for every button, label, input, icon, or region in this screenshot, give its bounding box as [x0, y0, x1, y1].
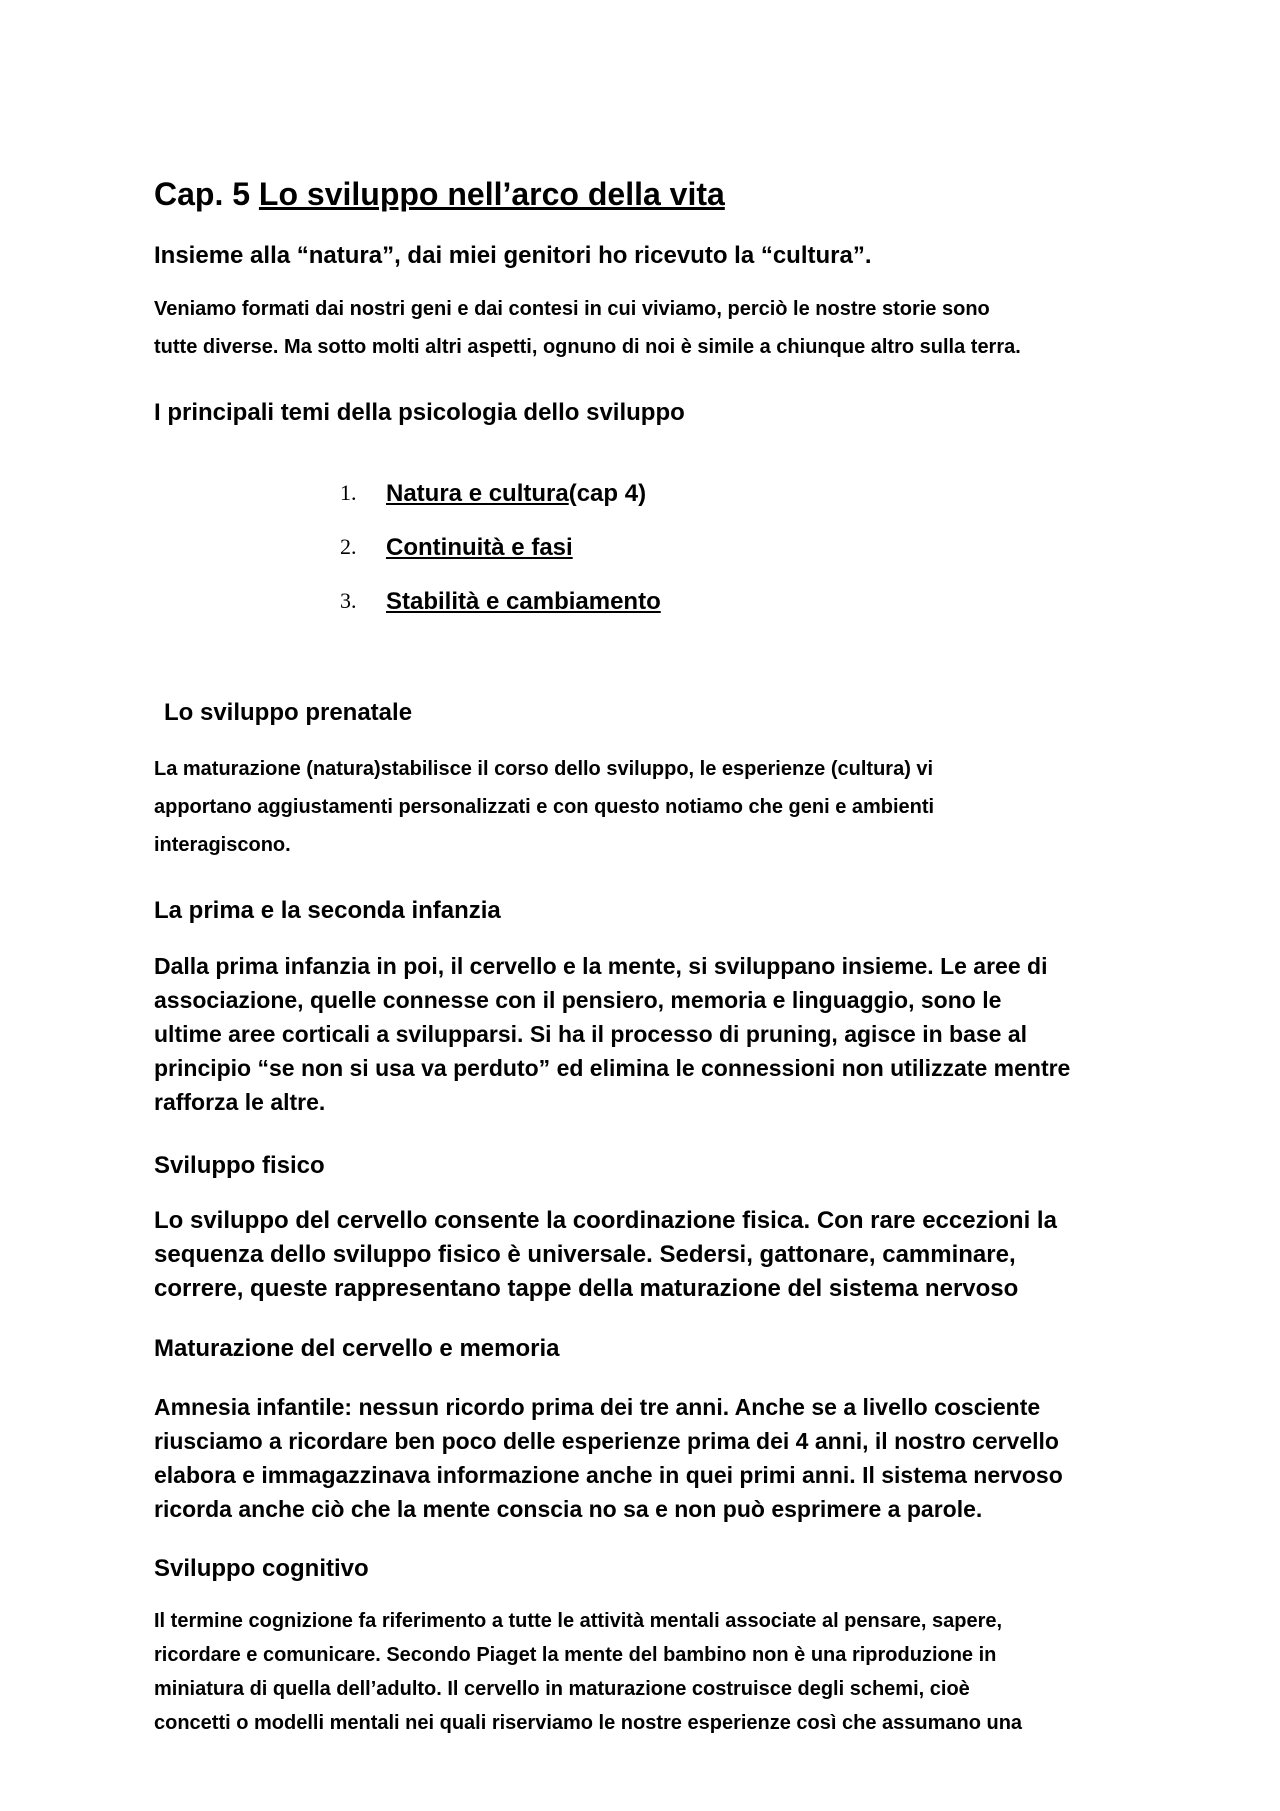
list-label: Continuità e fasi — [386, 534, 573, 561]
text-line: Amnesia infantile: nessun ricordo prima dei tre anni. Anche se a livello cosciente — [154, 1394, 1041, 1420]
themes-list — [340, 480, 661, 642]
section-paragraph — [154, 1204, 1057, 1306]
text-line: Veniamo formati dai nostri geni e dai contesi in cui viviamo, perciò le nostre storie sono — [154, 298, 990, 320]
section-paragraph — [154, 1604, 1022, 1740]
section-paragraph — [154, 949, 1070, 1119]
text-line: miniatura di quella dell’adulto. Il cervello in maturazione costruisce degli schemi, cioè — [154, 1678, 970, 1700]
text-line: interagiscono. — [154, 834, 291, 856]
text-line: riusciamo a ricordare ben poco delle esperienze prima dei 4 anni, il nostro cervello — [154, 1428, 1059, 1454]
intro-paragraph — [154, 290, 1021, 366]
text-line: apportano aggiustamenti personalizzati e con questo notiamo che geni e ambienti — [154, 796, 935, 818]
section-heading: La prima e la seconda infanzia — [154, 897, 501, 924]
page-title-underlined: Lo sviluppo nell’arco della vita — [258, 176, 725, 212]
list-suffix: (cap 4) — [568, 480, 647, 507]
section-heading: Maturazione del cervello e memoria — [154, 1335, 560, 1362]
subtitle: Insieme alla “natura”, dai miei genitori ho ricevuto la “cultura”. — [154, 242, 872, 269]
page-title: Cap. 5 Lo sviluppo nell’arco della vita — [154, 176, 725, 212]
text-line: ricordare e comunicare. Secondo Piaget la mente del bambino non è una riproduzione in — [154, 1644, 997, 1666]
text-line: tutte diverse. Ma sotto molti altri aspetti, ognuno di noi è simile a chiunque altro sulla terra. — [154, 336, 1021, 358]
text-line: Dalla prima infanzia in poi, il cervello e la mente, si sviluppano insieme. Le aree di — [154, 953, 1048, 979]
text-line: sequenza dello sviluppo fisico è universale. Sedersi, gattonare, camminare, — [154, 1241, 1016, 1268]
themes-heading: I principali temi della psicologia dello sviluppo — [154, 399, 685, 426]
section-heading: Lo sviluppo prenatale — [164, 699, 413, 726]
text-line: elabora e immagazzinava informazione anche in quei primi anni. Il sistema nervoso — [154, 1462, 1063, 1488]
text-line: La maturazione (natura)stabilisce il corso dello sviluppo, le esperienze (cultura) vi — [154, 758, 934, 780]
section-paragraph — [154, 750, 934, 864]
text-line: ricorda anche ciò che la mente conscia no sa e non può esprimere a parole. — [154, 1496, 983, 1522]
text-line: principio “se non si usa va perduto” ed elimina le connessioni non utilizzate mentre — [154, 1055, 1071, 1081]
text-line: correre, queste rappresentano tappe della maturazione del sistema nervoso — [154, 1275, 1019, 1302]
list-number: 2. — [340, 534, 357, 559]
list-number: 3. — [340, 588, 357, 613]
text-line: Il termine cognizione fa riferimento a tutte le attività mentali associate al pensare, sapere, — [154, 1610, 1003, 1632]
text-line: associazione, quelle connesse con il pensiero, memoria e linguaggio, sono le — [154, 987, 1002, 1013]
list-item — [340, 480, 661, 534]
list-number: 1. — [340, 480, 357, 505]
text-line: ultime aree corticali a svilupparsi. Si ha il processo di pruning, agisce in base al — [154, 1021, 1028, 1047]
list-label: Natura e cultura — [386, 480, 569, 507]
text-line: concetti o modelli mentali nei quali riserviamo le nostre esperienze così che assumano una — [154, 1712, 1023, 1734]
list-label: Stabilità e cambiamento — [386, 588, 661, 615]
section-heading: Sviluppo cognitivo — [154, 1555, 369, 1582]
text-line: rafforza le altre. — [154, 1089, 326, 1115]
list-item — [340, 534, 661, 588]
list-item — [340, 588, 661, 642]
text-line: Lo sviluppo del cervello consente la coordinazione fisica. Con rare eccezioni la — [154, 1207, 1057, 1234]
section-paragraph — [154, 1390, 1063, 1526]
section-heading: Sviluppo fisico — [154, 1152, 325, 1179]
